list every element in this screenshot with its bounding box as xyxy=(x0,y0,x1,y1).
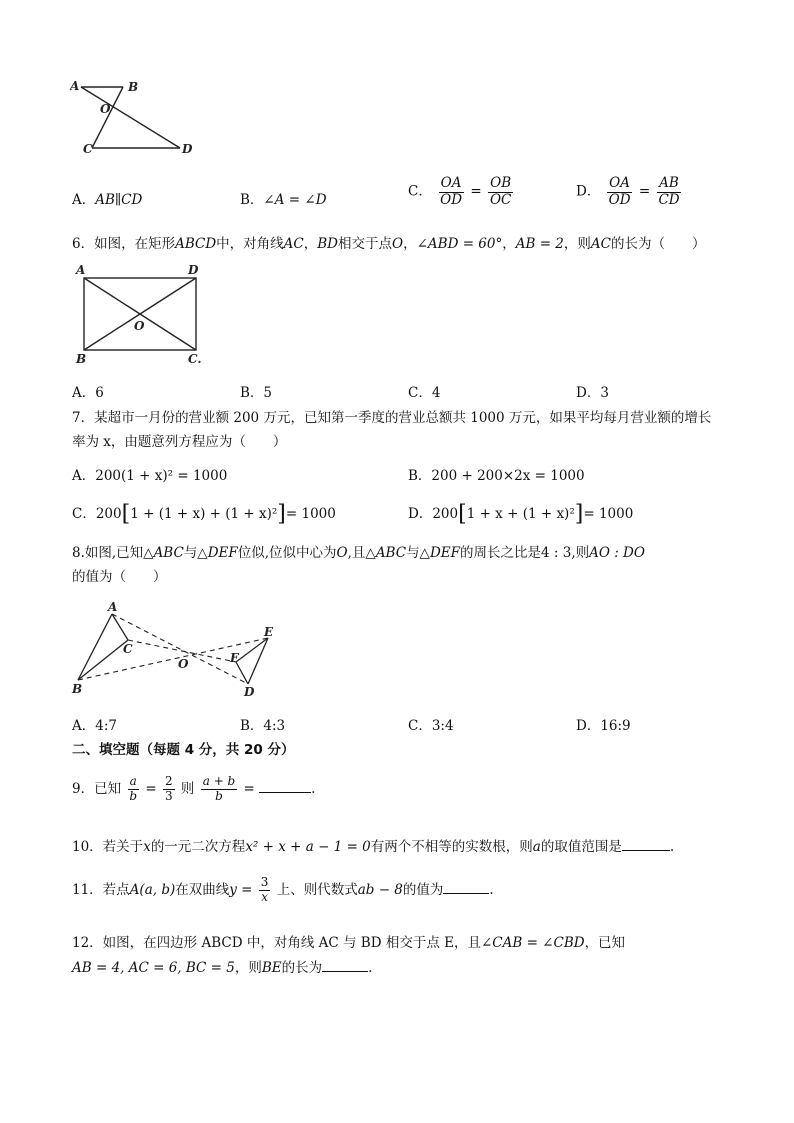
q5-option-b[interactable]: B．∠A = ∠D xyxy=(240,192,327,208)
q6-label-d: D xyxy=(188,263,199,277)
q7-option-b[interactable]: B．200 + 200×2x = 1000 xyxy=(408,468,585,484)
q12-answer-blank[interactable] xyxy=(322,958,368,972)
q8-label-o: O xyxy=(178,657,189,671)
q7-stem-line-1: 7．某超市一月份的营业额 200 万元，已知第一季度的营业总额共 1000 万元，如果平均每月营业额的增长 xyxy=(72,410,712,426)
q6-label-b: B xyxy=(76,352,87,366)
q5-label-b: B xyxy=(128,80,139,94)
q5-d-frac-1: $\frac{OA}{OD}$ xyxy=(608,175,631,208)
q6-option-c[interactable]: C．4 xyxy=(408,385,441,401)
q8-label-a: A xyxy=(108,600,118,614)
q7-option-d[interactable]: D．200[1 + x + (1 + x)²]= 1000 xyxy=(408,501,634,527)
q5-label-a: A xyxy=(70,79,80,93)
q5-d-frac-2: $\frac{AB}{CD}$ xyxy=(658,175,680,208)
q11-stem: 11．若点A(a, b)在双曲线y = $\frac{3}{x}$ 上、则代数式ab − 8的值为 . xyxy=(72,875,494,904)
q5-c-frac-2: $\frac{OB}{OC}$ xyxy=(489,175,512,208)
q10-stem: 10．若关于x的一元二次方程x² + x + a − 1 = 0有两个不相等的实数根，则a的取值范围是 . xyxy=(72,839,675,855)
q6-figure xyxy=(72,262,212,368)
q7-option-a[interactable]: A．200(1 + x)² = 1000 xyxy=(72,468,228,484)
q6-label-c: C. xyxy=(188,352,202,366)
q8-figure xyxy=(70,598,290,702)
q11-answer-blank[interactable] xyxy=(443,880,489,894)
q8-label-e: E xyxy=(264,625,274,639)
q5-segment-ad xyxy=(81,87,180,148)
q8-segment-ab xyxy=(78,614,112,680)
q8-segment-ac xyxy=(112,614,128,640)
q9-answer-blank[interactable] xyxy=(259,779,311,793)
q8-option-b[interactable]: B．4:3 xyxy=(240,718,286,734)
q8-label-f: F xyxy=(230,651,239,665)
q8-label-c: C xyxy=(123,642,133,656)
q8-option-a[interactable]: A．4:7 xyxy=(72,718,117,734)
q9-frac-23: $\frac{2}{3}$ xyxy=(164,774,173,803)
q8-stem-line-2: 的值为（ ） xyxy=(72,569,167,585)
q7-option-c[interactable]: C．200[1 + (1 + x) + (1 + x)²]= 1000 xyxy=(72,501,336,527)
q6-option-b[interactable]: B．5 xyxy=(240,385,273,401)
q9-frac-apb-b: $\frac{a + b}{b}$ xyxy=(202,774,236,803)
q5-option-c[interactable]: C． $\frac{OA}{OD}$ = $\frac{OB}{OC}$ xyxy=(408,175,512,208)
q9-stem: 9．已知 $\frac{a}{b}$ = $\frac{2}{3}$ 则 $\frac{a + b}{b}$ = . xyxy=(72,774,316,803)
q8-segment-bc xyxy=(78,640,128,680)
q8-label-b: B xyxy=(72,682,83,696)
q6-stem: 6．如图，在矩形ABCD中，对角线AC，BD相交于点O，∠ABD = 60°，AB = 2，则AC的长为（ ） xyxy=(72,236,706,252)
q5-option-a[interactable]: A．AB∥CD xyxy=(72,192,143,208)
q7-stem-line-2: 率为 x，由题意列方程应为（ ） xyxy=(72,434,287,450)
q6-option-d[interactable]: D．3 xyxy=(576,385,609,401)
q12-stem-line-2: AB = 4, AC = 6, BC = 5，则BE的长为 . xyxy=(72,960,373,976)
q8-label-d: D xyxy=(244,685,255,699)
q5-figure xyxy=(70,76,200,158)
section-2-title: 二、填空题（每题 4 分，共 20 分） xyxy=(72,742,295,758)
q6-label-o: O xyxy=(134,319,145,333)
q5-c-frac-1: $\frac{OA}{OD}$ xyxy=(440,175,463,208)
q5-label-o: O xyxy=(100,102,111,116)
q9-frac-ab: $\frac{a}{b}$ xyxy=(129,774,138,803)
q8-stem-line-1: 8.如图,已知△ABC与△DEF位似,位似中心为O,且△ABC与△DEF的周长之比是4 : 3,则AO : DO xyxy=(72,545,645,561)
q5-label-d: D xyxy=(182,142,193,156)
q8-option-d[interactable]: D．16:9 xyxy=(576,718,631,734)
q11-frac-3x: $\frac{3}{x}$ xyxy=(260,875,269,904)
q6-label-a: A xyxy=(76,263,86,277)
q10-answer-blank[interactable] xyxy=(622,837,670,851)
q12-stem-line-1: 12．如图，在四边形 ABCD 中，对角线 AC 与 BD 相交于点 E，且∠CAB = ∠CBD，已知 xyxy=(72,935,626,951)
q6-option-a[interactable]: A．6 xyxy=(72,385,104,401)
q5-label-c: C xyxy=(83,142,93,156)
q5-option-d[interactable]: D． $\frac{OA}{OD}$ = $\frac{AB}{CD}$ xyxy=(576,175,680,208)
q8-option-c[interactable]: C．3:4 xyxy=(408,718,454,734)
